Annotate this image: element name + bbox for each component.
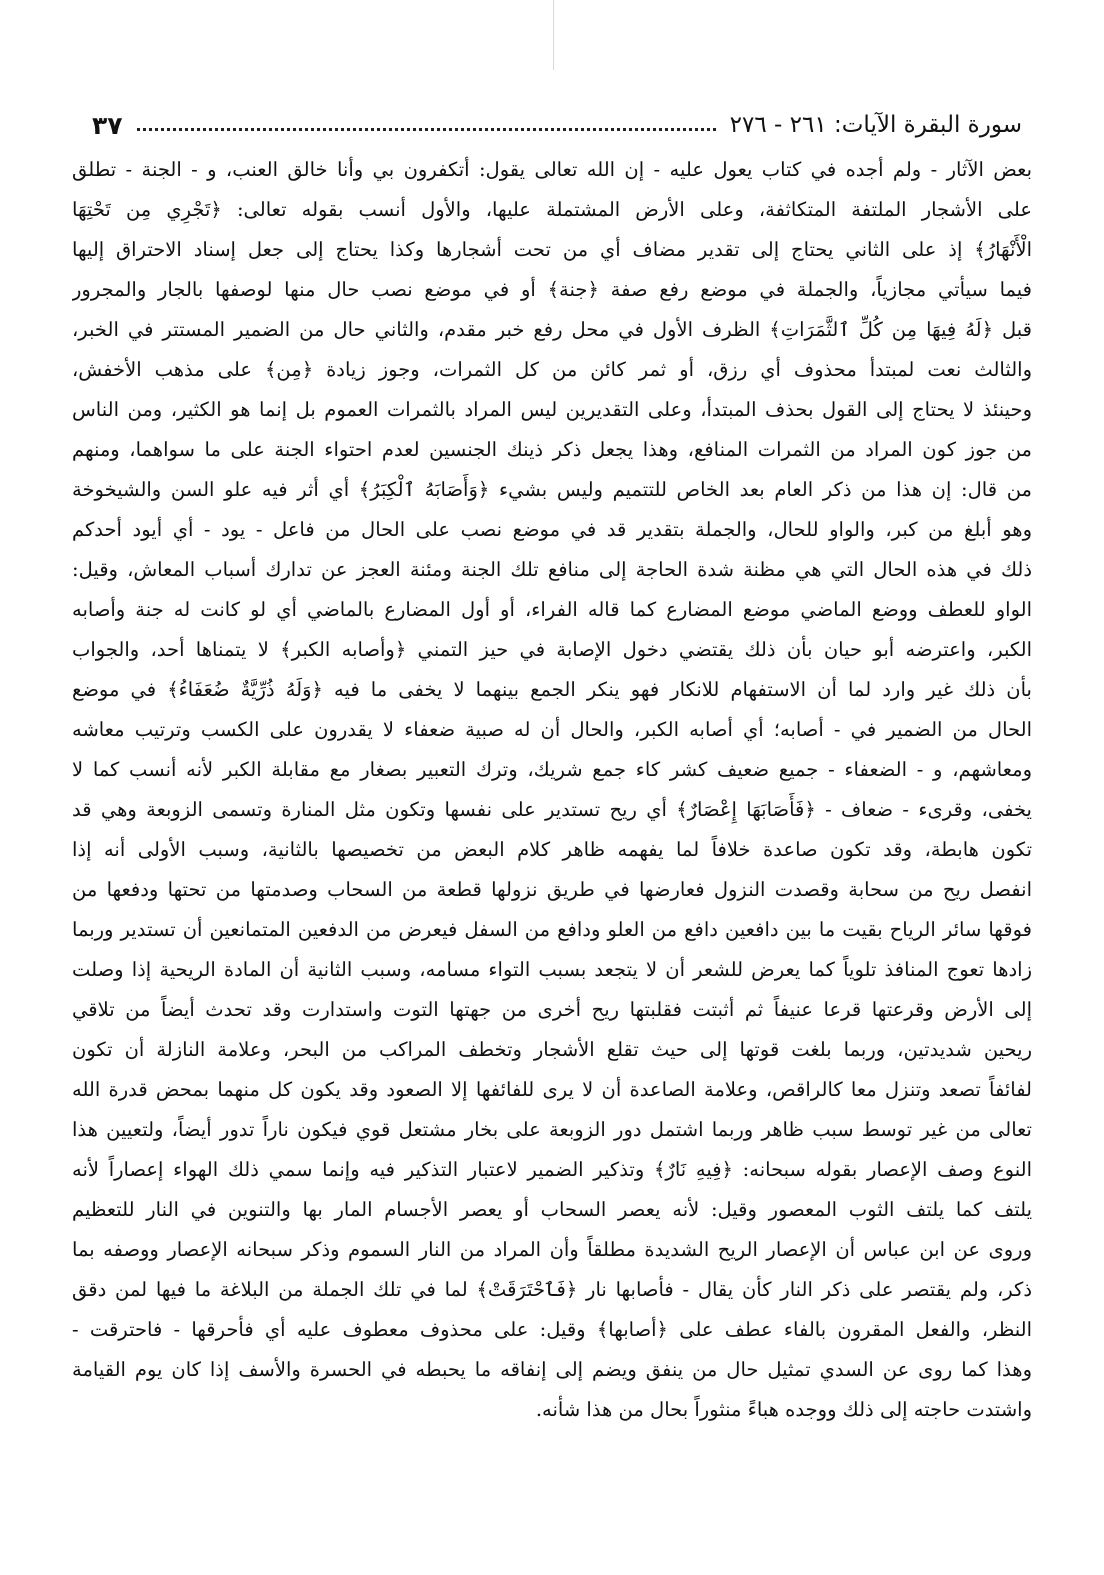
text-line: ذكر، ولم يقتصر على ذكر النار كأن يقال - فأصابها نار ﴿فَٱحْتَرَقَتْ﴾ لما في تلك الجملة من البلاغة ما فيها لمن دقق — [72, 1278, 1032, 1301]
text-line: الكبر، واعترضه أبو حيان بأن ذلك يقتضي دخول الإصابة في حيز التمني ﴿وأصابه الكبر﴾ لا يتمناها أحد، والجواب — [72, 638, 1032, 661]
text-line: تعالى من غير توسط سبب ظاهر وربما اشتمل دور الزوبعة على بخار مشتعل قوي فيكون ناراً تدور أيضاً، ولتعيين هذا — [72, 1118, 1032, 1141]
text-line: والثالث نعت لمبتدأ محذوف أي رزق، أو ثمر كائن من كل الثمرات، وجوز زيادة ﴿مِن﴾ على مذهب الأخفش، — [72, 358, 1032, 381]
text-line: ريحين شديدتين، وربما بلغت قوتها إلى حيث تقلع الأشجار وتخطف المراكب من البحر، وعلامة النازلة أن تكون — [72, 1038, 1032, 1061]
text-line: بأن ذلك غير وارد لما أن الاستفهام للانكار فهو ينكر الجمع بينهما لا يخفى ما فيه ﴿وَلَهُ ذُرِّيَّةٌ ضُعَفَاءُ﴾ في موضع — [72, 678, 1032, 701]
text-line: النوع وصف الإعصار بقوله سبحانه: ﴿فِيهِ نَارٌ﴾ وتذكير الضمير لاعتبار التذكير فيه وإنما سمي ذلك الهواء إعصاراً لأنه — [72, 1158, 1032, 1181]
text-line: ذلك في هذه الحال التي هي مظنة شدة الحاجة إلى منافع تلك الجنة ومئنة العجز عن تدارك أسباب المعاش، وقيل: — [72, 558, 1032, 581]
body-text — [72, 150, 1032, 1430]
scan-crease — [553, 0, 554, 70]
text-line: وحينئذ لا يحتاج إلى القول بحذف المبتدأ، وعلى التقديرين ليس المراد بالثمرات العموم بل إنما هو الكثير، ومن الناس — [72, 398, 1032, 421]
text-line: وهذا كما روى عن السدي تمثيل حال من ينفق ويضم إلى إنفاقه ما يحبطه في الحسرة والأسف إذا كان يوم القيامة — [72, 1358, 1032, 1381]
text-line: وهو أبلغ من كبر، والواو للحال، والجملة بتقدير قد في موضع نصب على الحال من فاعل - يود - أي أيود أحدكم — [72, 518, 1032, 541]
text-line: بعض الآثار - ولم أجده في كتاب يعول عليه - إن الله تعالى يقول: أتكفرون بي وأنا خالق العنب، و - الجنة - تطلق — [72, 158, 1032, 181]
text-line: الْأَنْهَارُ﴾ إذ على الثاني يحتاج إلى تقدير مضاف أي من تحت أشجارها وكذا يحتاج إلى جعل إسناد الاحتراق إليها — [72, 238, 1032, 261]
text-line: يلتف كما يلتف الثوب المعصور وقيل: لأنه يعصر السحاب أو يعصر الأجسام المار بها والتنوين في النار للتعظيم — [72, 1198, 1032, 1221]
text-line: من جوز كون المراد من الثمرات المنافع، وهذا يجعل ذكر ذينك الجنسين لعدم احتواء الجنة على ما سواهما، ومنهم — [72, 438, 1032, 461]
text-line: انفصل ريح من سحابة وقصدت النزول فعارضها في طريق نزولها قطعة من السحاب وصدمتها من تحتها ودفعها من — [72, 878, 1032, 901]
text-line: قبل ﴿لَهُ فِيهَا مِن كُلِّ ٱلثَّمَرَاتِ﴾ الظرف الأول في محل رفع خبر مقدم، والثاني حال من الضمير المستتر في الخبر، — [72, 318, 1032, 341]
text-line: وروى عن ابن عباس أن الإعصار الريح الشديدة مطلقاً وأن المراد من النار السموم وذكر سبحانه الإعصار ووصفه بما — [72, 1238, 1032, 1261]
running-title: سورة البقرة الآيات: ٢٦١ - ٢٧٦ — [729, 112, 1022, 138]
text-line: فيما سيأتي مجازياً، والجملة في موضع رفع صفة ﴿جنة﴾ أو في موضع نصب حال منها لوصفها بالجار والمجرور — [72, 278, 1032, 301]
text-line: يخفى، وقرىء - ضعاف - ﴿فَأَصَابَهَا إِعْصَارٌ﴾ أي ريح تستدير على نفسها وتكون مثل المنارة وتسمى الزوبعة وهي قد — [72, 798, 1032, 821]
text-line: على الأشجار الملتفة المتكاثفة، وعلى الأرض المشتملة عليها، والأول أنسب بقوله تعالى: ﴿تَجْرِي مِن تَحْتِهَا — [72, 198, 1032, 221]
text-line: ومعاشهم، و - الضعفاء - جميع ضعيف كشر كاء جمع شريك، وترك التعبير بصغار مع مقابلة الكبر لأنه أنسب كما لا — [72, 758, 1032, 781]
page-number: ٣٧ — [92, 110, 123, 140]
text-line: فوقها سائر الرياح بقيت ما بين دافعين دافع من العلو ودافع من السفل فيعرض من الدفعين المتمانعين أن تستدير وربما — [72, 918, 1032, 941]
text-line: تكون هابطة، وقد تكون صاعدة خلافاً لما يفهمه ظاهر كلام البعض من تخصيصها بالثانية، وسبب الأولى أنه إذا — [72, 838, 1032, 861]
text-line: الحال من الضمير في - أصابه؛ أي أصابه الكبر، والحال أن له صبية ضعفاء لا يقدرون على الكسب وترتيب معاشه — [72, 718, 1032, 741]
text-line: النظر، والفعل المقرون بالفاء عطف على ﴿أصابها﴾ وقيل: على محذوف معطوف عليه أي فأحرقها - فاحترقت - — [72, 1318, 1032, 1341]
text-line: من قال: إن هذا من ذكر العام بعد الخاص للتتميم وليس بشيء ﴿وَأَصَابَهُ ٱلْكِبَرُ﴾ أي أثر فيه علو السن والشيخوخة — [72, 478, 1032, 501]
text-line-last: واشتدت حاجته إلى ذلك ووجده هباءً منثوراً بحال من هذا شأنه. — [535, 1398, 1032, 1421]
text-line: الواو للعطف ووضع الماضي موضع المضارع كما قاله الفراء، أو أول المضارع بالماضي أي لو كانت له جنة وأصابه — [72, 598, 1032, 621]
text-line: لفائفاً تصعد وتنزل معا كالراقص، وعلامة الصاعدة أن لا يرى للفائفها إلا الصعود وقد يكون كل منهما بمحض قدرة الله — [72, 1078, 1032, 1101]
text-line: إلى الأرض وقرعتها قرعا عنيفاً ثم أثبتت فقلبتها ريح أخرى من جهتها التوت واستدارت وقد تحدث أيضاً من تلاقي — [72, 998, 1032, 1021]
text-line: زادها تعوج المنافذ تلوياً كما يعرض للشعر أن لا يتجعد بسبب التواء مسامه، وسبب الثانية أن المادة الريحية إذا وصلت — [72, 958, 1032, 981]
dotted-leader — [137, 128, 716, 131]
page-header — [92, 100, 1022, 150]
